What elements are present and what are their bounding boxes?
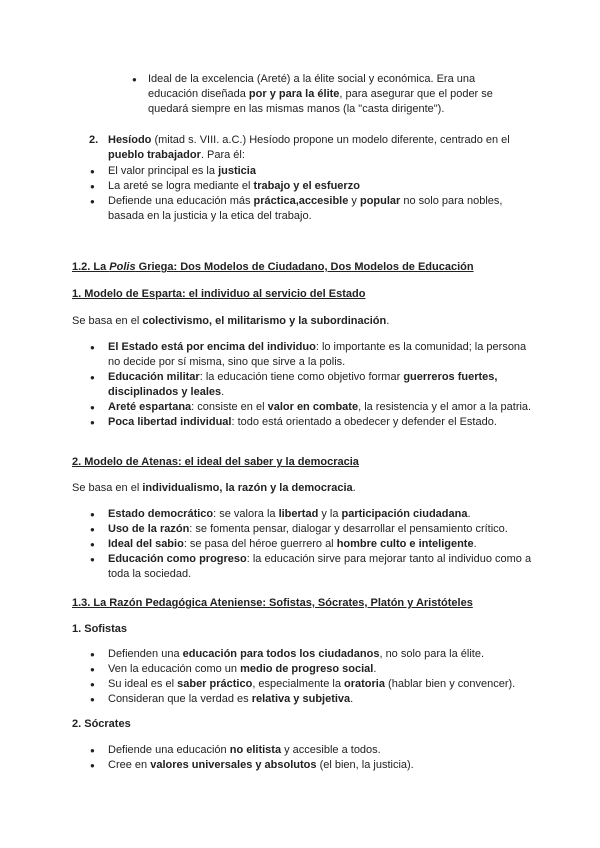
list-item: ● Poca libertad individual: todo está orientado a obedecer y defender el Estado. [88,415,534,430]
hesiodo-list [72,164,532,224]
socrates-list [72,743,534,773]
list-item: ● La areté se logra mediante el trabajo y el esfuerzo [88,179,532,194]
sofistas-heading: 1. Sofistas [72,623,128,635]
esparta-list [72,340,534,430]
list-item: ● Educación militar: la educación tiene como objetivo formar guerreros fuertes, disciplinados y leales. [88,370,534,400]
hesiodo-text: Hesíodo (mitad s. VIII. a.C.) Hesíodo propone un modelo diferente, centrado en el pueblo trabajador. Para él: [108,134,510,161]
list-item: ● El valor principal es la justicia [88,164,532,179]
list-item: ● Ideal del sabio: se pasa del héroe guerrero al hombre culto e inteligente. [88,537,534,552]
list-item: ● Su ideal es el saber práctico, especialmente la oratoria (hablar bien y convencer). [88,677,534,692]
list-item: ● Consideran que la verdad es relativa y subjetiva. [88,692,534,707]
list-item: ● Areté espartana: consiste en el valor en combate, la resistencia y el amor a la patria. [88,400,534,415]
list-item: ● Defiende una educación no elitista y accesible a todos. [88,743,534,758]
section-1-3-heading: 1.3. La Razón Pedagógica Ateniense: Sofistas, Sócrates, Platón y Aristóteles [72,597,473,609]
hesiodo-paragraph [72,133,532,163]
esparta-intro: Se basa en el colectivismo, el militarismo y la subordinación. [72,315,390,327]
atenas-heading: 2. Modelo de Atenas: el ideal del saber y la democracia [72,456,359,468]
list-item: ● El Estado está por encima del individuo: lo importante es la comunidad; la persona no decide por sí misma, sino que sirve a la polis. [88,340,534,370]
intro-list [130,72,510,117]
esparta-heading: 1. Modelo de Esparta: el individuo al servicio del Estado [72,288,366,300]
list-item: ● Ideal de la excelencia (Areté) a la élite social y económica. Era una educación diseñada por y para la élite, para asegurar que el poder se quedará siempre en las mismas manos (la "casta dirigente"). [130,72,510,117]
atenas-list [72,507,534,582]
hesiodo-section [72,133,532,224]
list-item: ● Defienden una educación para todos los ciudadanos, no solo para la élite. [88,647,534,662]
sofistas-list [72,647,534,707]
list-number: 2. [89,134,99,146]
list-item: ● Cree en valores universales y absolutos (el bien, la justicia). [88,758,534,773]
socrates-heading: 2. Sócrates [72,718,131,730]
list-item: ● Ven la educación como un medio de progreso social. [88,662,534,677]
section-1-2-heading: 1.2. La Polis Griega: Dos Modelos de Ciudadano, Dos Modelos de Educación [72,261,474,273]
list-item: ● Uso de la razón: se fomenta pensar, dialogar y desarrollar el pensamiento crítico. [88,522,534,537]
list-item: ● Estado democrático: se valora la libertad y la participación ciudadana. [88,507,534,522]
list-item: ● Defiende una educación más práctica,accesible y popular no solo para nobles, basada en la justicia y la etica del trabajo. [88,194,532,224]
list-item: ● Educación como progreso: la educación sirve para mejorar tanto al individuo como a toda la sociedad. [88,552,534,582]
atenas-intro: Se basa en el individualismo, la razón y la democracia. [72,482,356,494]
